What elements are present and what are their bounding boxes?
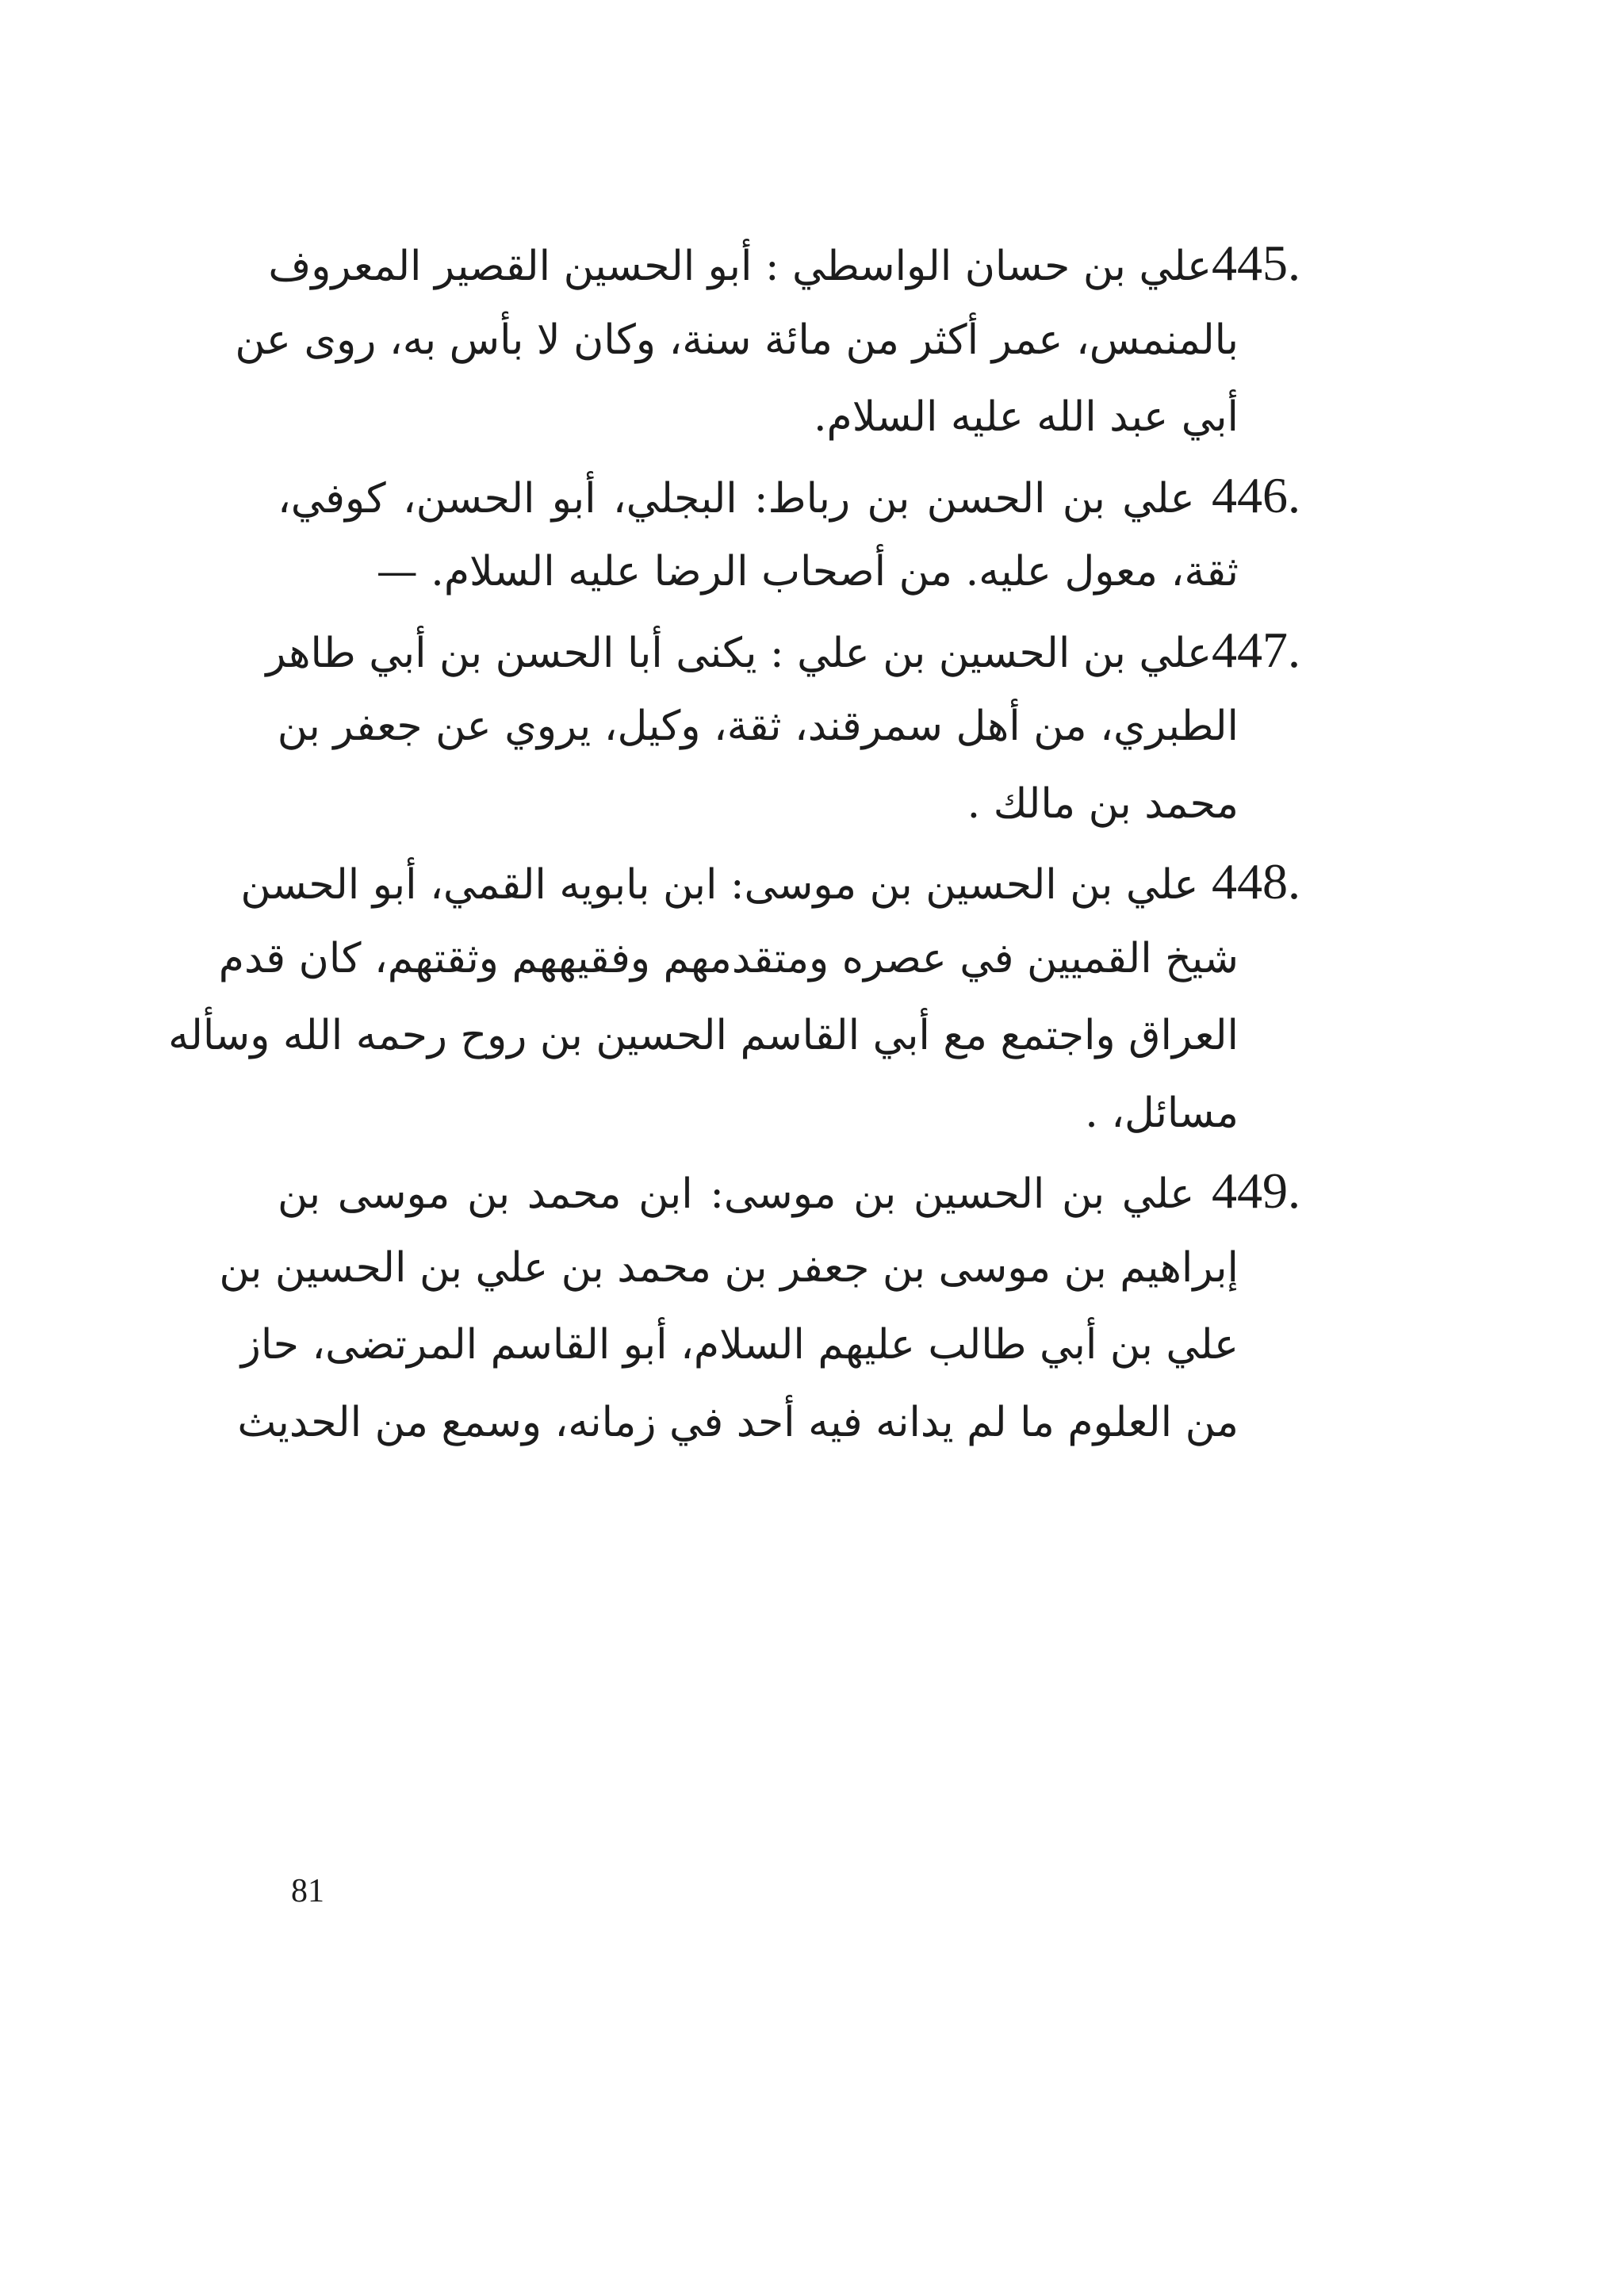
entry-line: مسائل، . xyxy=(1085,1089,1239,1137)
entry-445 xyxy=(235,224,1300,457)
entry-number: 448. xyxy=(1212,853,1300,910)
entry-line: الطبري، من أهل سمرقند، ثقة، وكيل، يروي عن جعفر بن xyxy=(277,703,1239,750)
entry-line xyxy=(240,843,1300,921)
entry-line: من العلوم ما لم يدانه فيه أحد في زمانه، وسمع من الحديث xyxy=(237,1398,1239,1446)
entry-line: محمد بن مالك . xyxy=(967,779,1239,828)
entries-list xyxy=(168,224,1300,1461)
entry-line: إبراهيم بن موسى بن جعفر بن محمد بن علي بن الحسين بن xyxy=(219,1243,1239,1292)
entry-text: علي بن الحسين بن موسى: ابن محمد بن موسى بن xyxy=(278,1170,1212,1218)
entry-line: بالمنمس، عمر أكثر من مائة سنة، وكان لا بأس به، روى عن xyxy=(235,316,1239,364)
entry-text: علي بن حسان الواسطي : أبو الحسين القصير المعروف xyxy=(268,243,1212,290)
entry-number: 449. xyxy=(1212,1162,1300,1219)
page-number: 81 xyxy=(291,1873,324,1909)
entry-446 xyxy=(278,457,1300,611)
entry-line xyxy=(266,611,1300,689)
entry-line xyxy=(278,457,1300,534)
entry-number: 445. xyxy=(1212,235,1300,291)
entry-text: علي بن الحسن بن رباط: البجلي، أبو الحسن، كوفي، xyxy=(278,474,1212,523)
entry-448 xyxy=(168,843,1300,1152)
entry-line: شيخ القميين في عصره ومتقدمهم وفقيههم وثقتهم، كان قدم xyxy=(218,934,1239,982)
entry-447 xyxy=(266,611,1300,844)
entry-line: ثقة، معول عليه. من أصحاب الرضا عليه السلام. — xyxy=(376,548,1239,596)
entry-449 xyxy=(219,1152,1300,1461)
entry-text: علي بن الحسين بن علي : يكنى أبا الحسن بن أبي طاهر xyxy=(266,629,1212,677)
entry-text: علي بن الحسين بن موسى: ابن بابويه القمي، أبو الحسن xyxy=(240,861,1212,909)
entry-number: 447. xyxy=(1212,621,1300,678)
entry-line: أبي عبد الله عليه السلام. xyxy=(813,393,1239,441)
entry-line xyxy=(268,224,1300,302)
entry-number: 446. xyxy=(1212,466,1300,523)
entry-line: علي بن أبي طالب عليهم السلام، أبو القاسم المرتضى، حاز xyxy=(240,1321,1239,1369)
entry-line xyxy=(278,1152,1300,1230)
entry-line: العراق واجتمع مع أبي القاسم الحسين بن روح رحمه الله وسأله xyxy=(168,1012,1239,1059)
